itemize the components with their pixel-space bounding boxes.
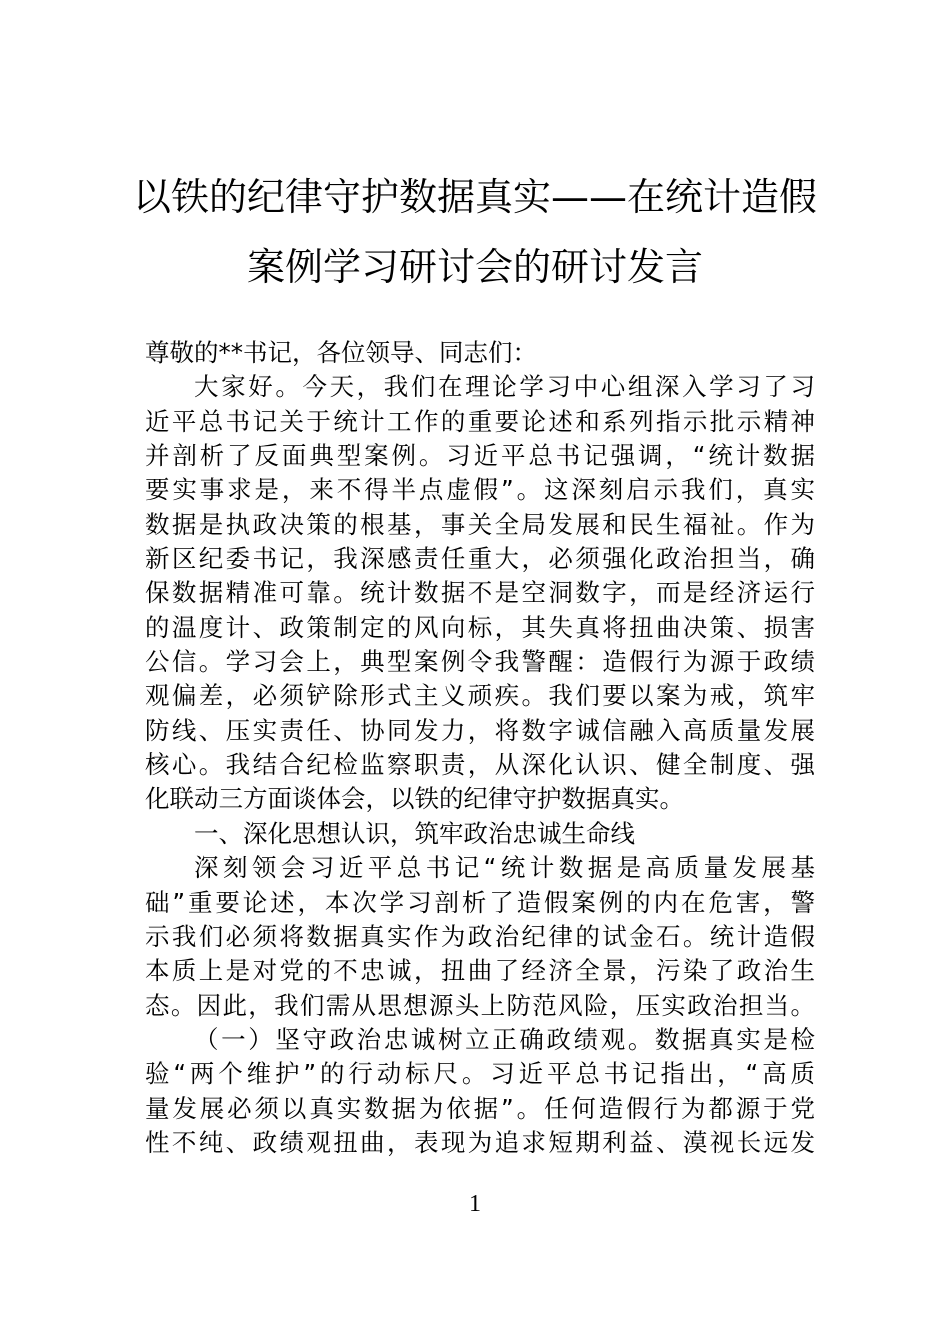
page-number: 1 <box>469 1191 481 1217</box>
paragraph-line: 数据是执政决策的根基，事关全局发展和民生福祉。作为 <box>145 510 815 539</box>
paragraph-line: 公信。学习会上，典型案例令我警醒：造假行为源于政绩 <box>145 647 815 676</box>
paragraph-line: （一）坚守政治忠诚树立正确政绩观。数据真实是检 <box>194 1025 815 1054</box>
paragraph-line: 要实事求是，来不得半点虚假”。这深刻启示我们，真实 <box>145 475 815 504</box>
paragraph-line: 性不纯、政绩观扭曲，表现为追求短期利益、漠视长远发 <box>145 1128 815 1157</box>
paragraph-line: 并剖析了反面典型案例。习近平总书记强调，“统计数据 <box>145 441 815 470</box>
paragraph-line: 深刻领会习近平总书记“统计数据是高质量发展基 <box>194 853 815 882</box>
paragraph-line: 新区纪委书记，我深感责任重大，必须强化政治担当，确 <box>145 544 815 573</box>
paragraph-line: 观偏差，必须铲除形式主义顽疾。我们要以案为戒，筑牢 <box>145 681 815 710</box>
paragraph-line: 的温度计、政策制定的风向标，其失真将扭曲决策、损害 <box>145 613 815 642</box>
paragraph-line: 化联动三方面谈体会，以铁的纪律守护数据真实。 <box>145 784 684 813</box>
document-title-line-1: 以铁的纪律守护数据真实——在统计造假 <box>132 175 817 219</box>
paragraph-line: 近平总书记关于统计工作的重要论述和系列指示批示精神 <box>145 407 815 436</box>
salutation: 尊敬的**书记，各位领导、同志们： <box>145 338 537 367</box>
paragraph-line: 验“两个维护”的行动标尺。习近平总书记指出，“高质 <box>145 1059 815 1088</box>
paragraph-line: 础”重要论述，本次学习剖析了造假案例的内在危害，警 <box>145 888 815 917</box>
paragraph-line: 核心。我结合纪检监察职责，从深化认识、健全制度、强 <box>145 750 815 779</box>
paragraph-line: 态。因此，我们需从思想源头上防范风险，压实政治担当。 <box>145 991 815 1020</box>
paragraph-line: 示我们必须将数据真实作为政治纪律的试金石。统计造假 <box>145 922 815 951</box>
paragraph-line: 防线、压实责任、协同发力，将数字诚信融入高质量发展 <box>145 716 815 745</box>
paragraph-line: 量发展必须以真实数据为依据”。任何造假行为都源于党 <box>145 1094 815 1123</box>
paragraph-line: 本质上是对党的不忠诚，扭曲了经济全景，污染了政治生 <box>145 956 815 985</box>
document-title-line-2: 案例学习研讨会的研讨发言 <box>246 245 703 289</box>
paragraph-line: 保数据精准可靠。统计数据不是空洞数字，而是经济运行 <box>145 578 815 607</box>
section-heading: 一、深化思想认识，筑牢政治忠诚生命线 <box>194 819 635 848</box>
paragraph-line: 大家好。今天，我们在理论学习中心组深入学习了习 <box>194 372 815 401</box>
